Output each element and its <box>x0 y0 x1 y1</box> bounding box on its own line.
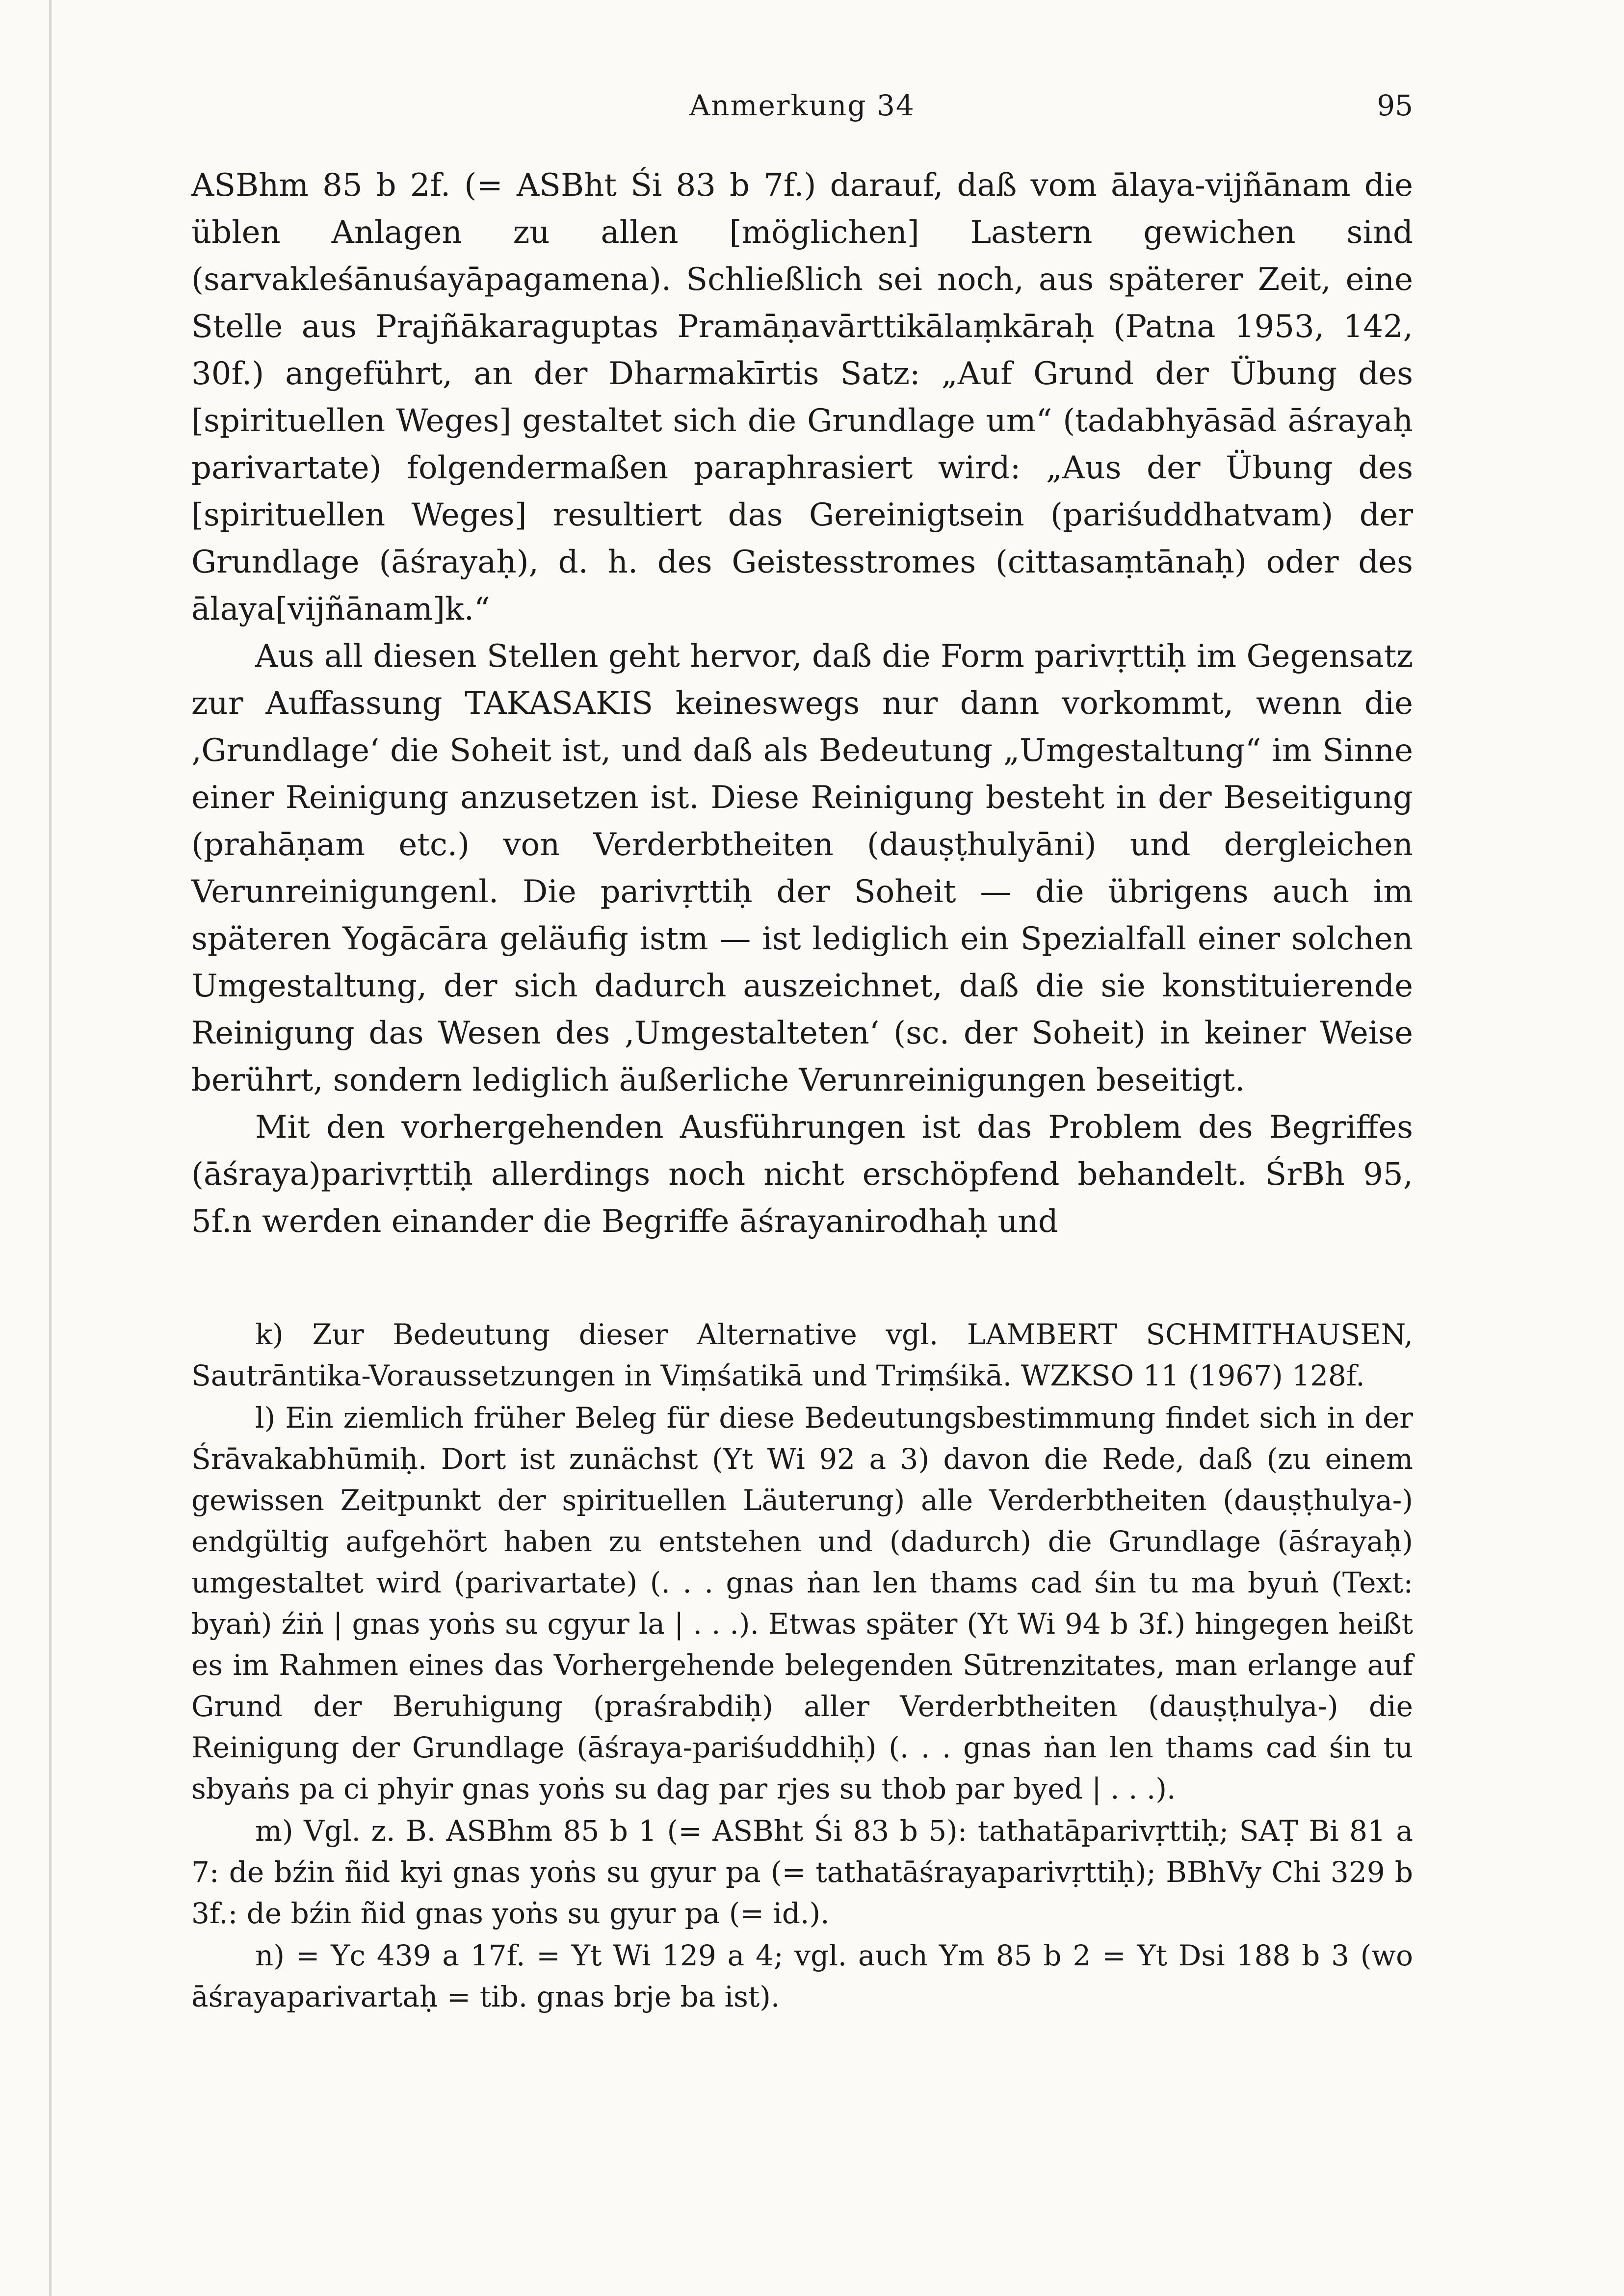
footnotes <box>191 1314 1413 2017</box>
scan-edge-shadow <box>49 0 52 2296</box>
footnote-n: n) = Yc 439 a 17f. = Yt Wi 129 a 4; vgl. auch Ym 85 b 2 = Yt Dsi 188 b 3 (wo āśrayaparivartaḥ = tib. gnas brje ba ist). <box>191 1939 1413 2013</box>
page-content <box>191 162 1413 2124</box>
page-number: 95 <box>1377 89 1413 122</box>
paragraph: ASBhm 85 b 2f. (= ASBht Śi 83 b 7f.) darauf, daß vom ālaya-vijñānam die üblen Anlagen zu allen [möglichen] Lastern gewichen sind (sarvakleśānuśayāpagamena). Schließlich sei noch, aus späterer Zeit, eine Stelle aus Prajñākaraguptas Pramāṇavārttikālaṃkāraḥ (Patna 1953, 142, 30f.) angeführt, an der Dharmakīrtis Satz: „Auf Grund der Übung des [spirituellen Weges] gestaltet sich die Grundlage um“ (tadabhyāsād āśrayaḥ parivartate) folgendermaßen paraphrasiert wird: „Aus der Übung des [spirituellen Weges] resultiert das Gereinigtsein (pariśuddhatvam) der Grundlage (āśrayaḥ), d. h. des Geistesstromes (cittasaṃtānaḥ) oder des ālaya[vijñānam]k.“ <box>191 167 1413 627</box>
footnote-l: l) Ein ziemlich früher Beleg für diese Bedeutungsbestimmung findet sich in der Śrāvakabhūmiḥ. Dort ist zunächst (Yt Wi 92 a 3) davon die Rede, daß (zu einem gewissen Zeitpunkt der spirituellen Läuterung) alle Verderbtheiten (dauṣṭhulya-) endgültig aufgehört haben zu entstehen und (dadurch) die Grundlage (āśrayaḥ) umgestaltet wird (parivartate) (. . . gnas ṅan len thams cad śin tu ma byuṅ (Text: byaṅ) źiṅ | gnas yoṅs su cgyur la | . . .). Etwas später (Yt Wi 94 b 3f.) hingegen heißt es im Rahmen eines das Vorhergehende belegenden Sūtrenzitates, man erlange auf Grund der Beruhigung (praśrabdiḥ) aller Verderbtheiten (dauṣṭhulya-) die Reinigung der Grundlage (āśraya-pariśuddhiḥ) (. . . gnas ṅan len thams cad śin tu sbyaṅs pa ci phyir gnas yoṅs su dag par rjes su thob par byed | . . .). <box>191 1401 1413 1805</box>
running-title: Anmerkung 34 <box>689 89 915 122</box>
body-text <box>191 162 1413 1245</box>
footnote-m: m) Vgl. z. B. ASBhm 85 b 1 (= ASBht Śi 83 b 5): tathatāparivṛttiḥ; SAṬ Bi 81 a 7: de bźin ñid kyi gnas yoṅs su gyur pa (= tathatāśrayaparivṛttiḥ); BBhVy Chi 329 b 3f.: de bźin ñid gnas yoṅs su gyur pa (= id.). <box>191 1814 1413 1930</box>
footnote-k: k) Zur Bedeutung dieser Alternative vgl. LAMBERT SCHMITHAUSEN, Sautrāntika-Voraussetzungen in Viṃśatikā und Triṃśikā. WZKSO 11 (1967) 128f. <box>191 1318 1413 1392</box>
paragraph: Mit den vorhergehenden Ausführungen ist das Problem des Begriffes (āśraya)parivṛttiḥ allerdings noch nicht erschöpfend behandelt. ŚrBh 95, 5f.n werden einander die Begriffe āśrayanirodhaḥ und <box>191 1109 1413 1240</box>
paragraph: Aus all diesen Stellen geht hervor, daß die Form parivṛttiḥ im Gegensatz zur Auffassung TAKASAKIS keineswegs nur dann vorkommt, wenn die ‚Grundlage‘ die Soheit ist, und daß als Bedeutung „Umgestaltung“ im Sinne einer Reinigung anzusetzen ist. Diese Reinigung besteht in der Beseitigung (prahāṇam etc.) von Verderbtheiten (dauṣṭhulyāni) und dergleichen Verunreinigungenl. Die parivṛttiḥ der Soheit — die übrigens auch im späteren Yogācāra geläufig istm — ist lediglich ein Spezialfall einer solchen Umgestaltung, der sich dadurch auszeichnet, daß die sie konstituierende Reinigung das Wesen des ‚Umgestalteten‘ (sc. der Soheit) in keiner Weise berührt, sondern lediglich äußerliche Verunreinigungen beseitigt. <box>191 638 1413 1098</box>
running-header <box>191 78 1413 132</box>
